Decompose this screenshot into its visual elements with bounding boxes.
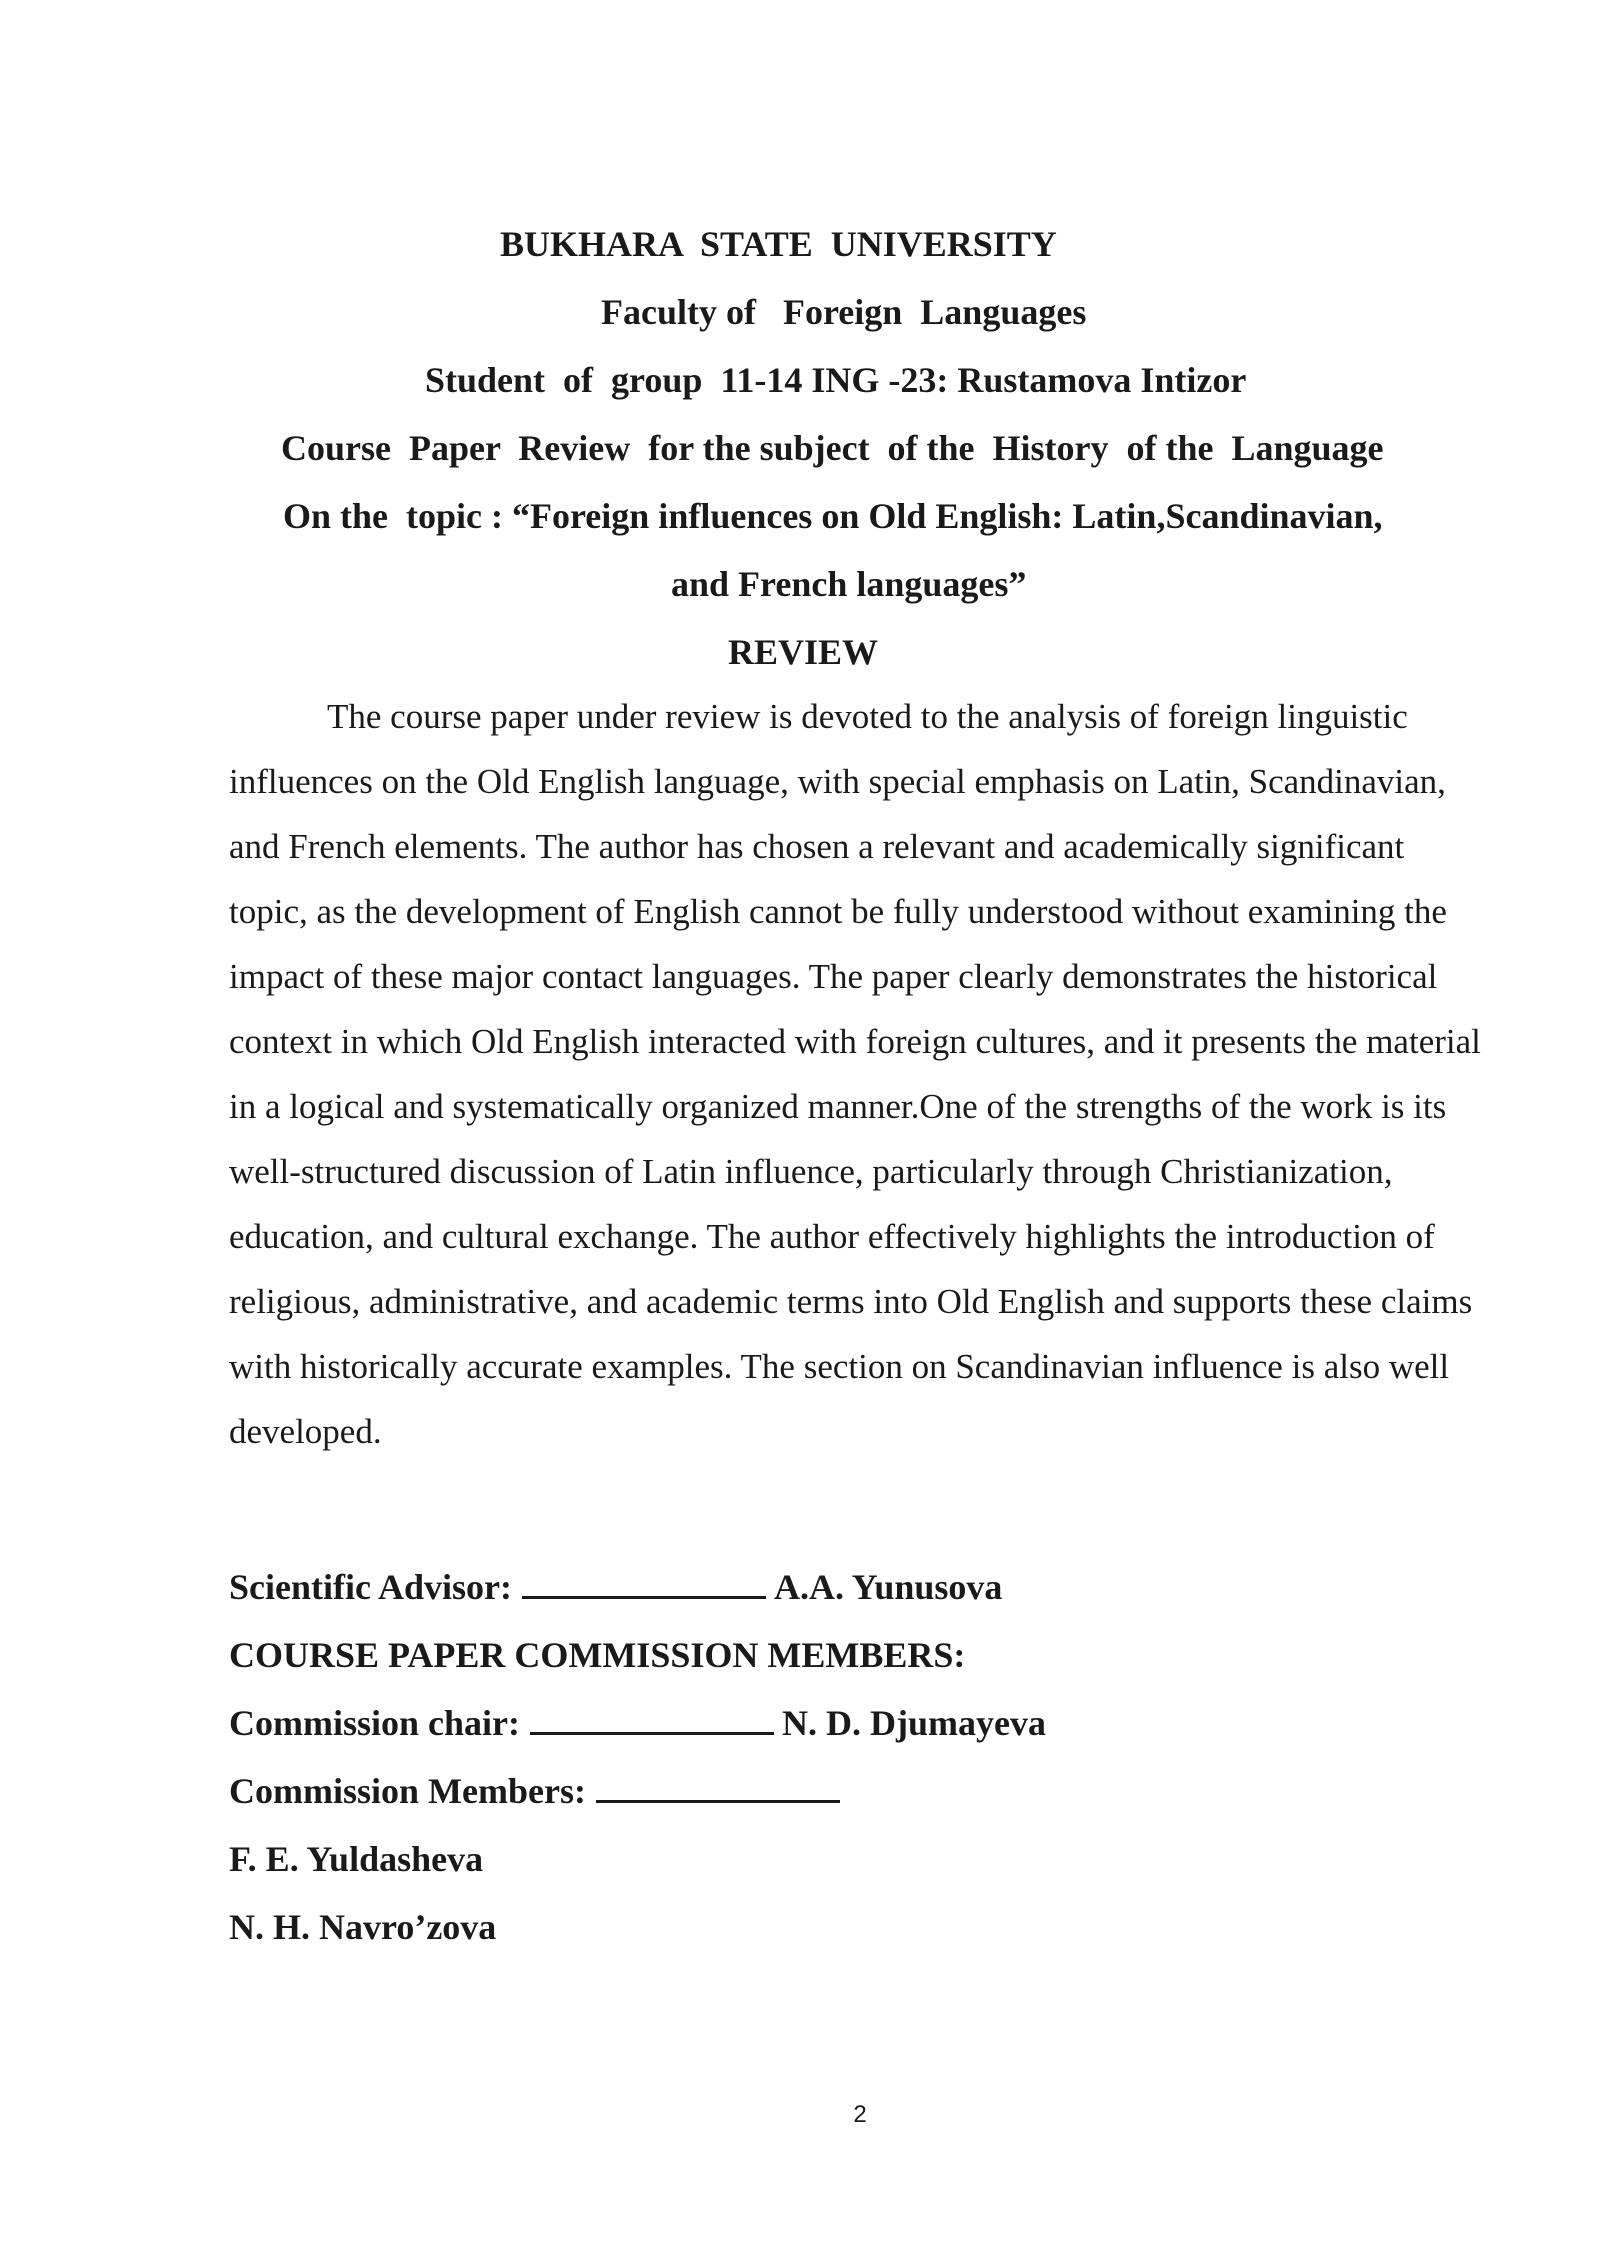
- member-name: N. H. Navro’zova: [229, 1907, 497, 1947]
- commission-heading: COURSE PAPER COMMISSION MEMBERS:: [229, 1635, 966, 1675]
- course-line: Course Paper Review for the subject of the History of the Language: [281, 428, 1384, 468]
- chair-signature-blank: [530, 1702, 774, 1735]
- chair-line: [229, 1701, 1046, 1745]
- review-body: The course paper under review is devoted to the analysis of foreign linguistic influences on the Old English language, with special emphasis on Latin, Scandinavian, and French elements. The author has chosen a relevant and academically significant topic, as the development of English cannot be fully understood without examining the impact of these major contact languages. The paper clearly demonstrates the historical context in which Old English interacted with foreign cultures, and it presents the material in a logical and systematically organized manner.One of the strengths of the work is its well-structured discussion of Latin influence, particularly through Christianization, education, and cultural exchange. The author effectively highlights the introduction of religious, administrative, and academic terms into Old English and supports these claims with historically accurate examples. The section on Scandinavian influence is also well developed.: [229, 697, 1481, 1451]
- review-title: REVIEW: [728, 632, 879, 672]
- members-signature-blank: [596, 1770, 840, 1803]
- member-name: F. E. Yuldasheva: [229, 1839, 484, 1879]
- page-number: 2: [853, 2101, 867, 2128]
- topic-line-1: On the topic : “Foreign influences on Old English: Latin,Scandinavian,: [283, 496, 1383, 536]
- members-label: Commission Members:: [229, 1771, 586, 1811]
- advisor-label: Scientific Advisor:: [229, 1567, 512, 1607]
- university-name: BUKHARA STATE UNIVERSITY: [500, 224, 1057, 264]
- chair-label: Commission chair:: [229, 1703, 520, 1743]
- topic-line-2: and French languages”: [671, 564, 1027, 604]
- chair-name: N. D. Djumayeva: [782, 1703, 1046, 1743]
- faculty-name: Faculty of Foreign Languages: [601, 292, 1087, 332]
- student-line: Student of group 11-14 ING -23: Rustamova Intizor: [425, 360, 1247, 400]
- advisor-line: [229, 1565, 1002, 1609]
- advisor-name: A.A. Yunusova: [773, 1567, 1003, 1607]
- advisor-signature-blank: [522, 1566, 766, 1599]
- members-line: [229, 1769, 848, 1813]
